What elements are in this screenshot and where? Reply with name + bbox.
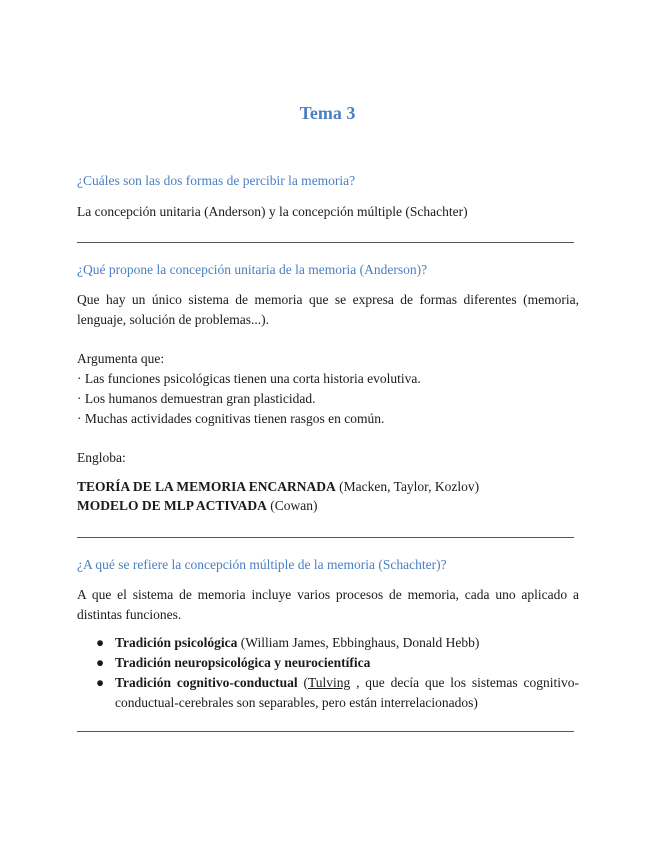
bullet-icon: ● [96, 675, 105, 690]
tradition-list [77, 633, 579, 713]
model-item-1 [77, 477, 579, 497]
tulving-link[interactable]: Tulving [307, 675, 351, 690]
answer-1: La concepción unitaria (Anderson) y la concepción múltiple (Schachter) [77, 204, 468, 219]
divider-3 [77, 731, 574, 732]
model-authors: (Cowan) [266, 498, 318, 513]
question-1: ¿Cuáles son las dos formas de percibir la memoria? [77, 173, 356, 188]
model-authors: (Macken, Taylor, Kozlov) [335, 479, 480, 494]
divider-2 [77, 537, 574, 538]
model-name: MODELO DE MLP ACTIVADA [77, 498, 267, 513]
divider-1 [77, 242, 574, 243]
list-item [77, 673, 579, 713]
argument-item: · Los humanos demuestran gran plasticidad. [77, 391, 316, 406]
question-2: ¿Qué propone la concepción unitaria de la memoria (Anderson)? [77, 262, 428, 277]
page-title: Tema 3 [299, 103, 356, 123]
argument-item: · Muchas actividades cognitivas tienen rasgos en común. [77, 411, 385, 426]
model-name: TEORÍA DE LA MEMORIA ENCARNADA [77, 479, 336, 494]
question-3: ¿A qué se refiere la concepción múltiple de la memoria (Schachter)? [77, 557, 447, 572]
model-item-2 [77, 496, 579, 516]
list-item [77, 653, 579, 673]
tradition-detail: (William James, Ebbinghaus, Donald Hebb) [237, 635, 480, 650]
answer-3-paragraph: A que el sistema de memoria incluye varios procesos de memoria, cada uno aplicado a distintas funciones. [77, 587, 579, 622]
bullet-icon: ● [96, 655, 105, 670]
answer-2-paragraph: Que hay un único sistema de memoria que se expresa de formas diferentes (memoria, lenguaje, solución de problemas...). [77, 292, 579, 327]
argument-item: · Las funciones psicológicas tienen una corta historia evolutiva. [77, 371, 421, 386]
list-item [77, 633, 579, 653]
bullet-icon: ● [96, 635, 105, 650]
tradition-name: Tradición psicológica [115, 635, 238, 650]
engloba-label: Engloba: [77, 450, 126, 465]
tradition-detail-open: ( [297, 675, 308, 690]
argumenta-label: Argumenta que: [77, 351, 165, 366]
tradition-name: Tradición neuropsicológica y neurocientífica [115, 655, 371, 670]
tradition-name: Tradición cognitivo-conductual [115, 675, 298, 690]
tradition-detail: , que decía que los sistemas cognitivo-conductual-cerebrales son separables, pero están interrelacionados) [115, 675, 579, 710]
